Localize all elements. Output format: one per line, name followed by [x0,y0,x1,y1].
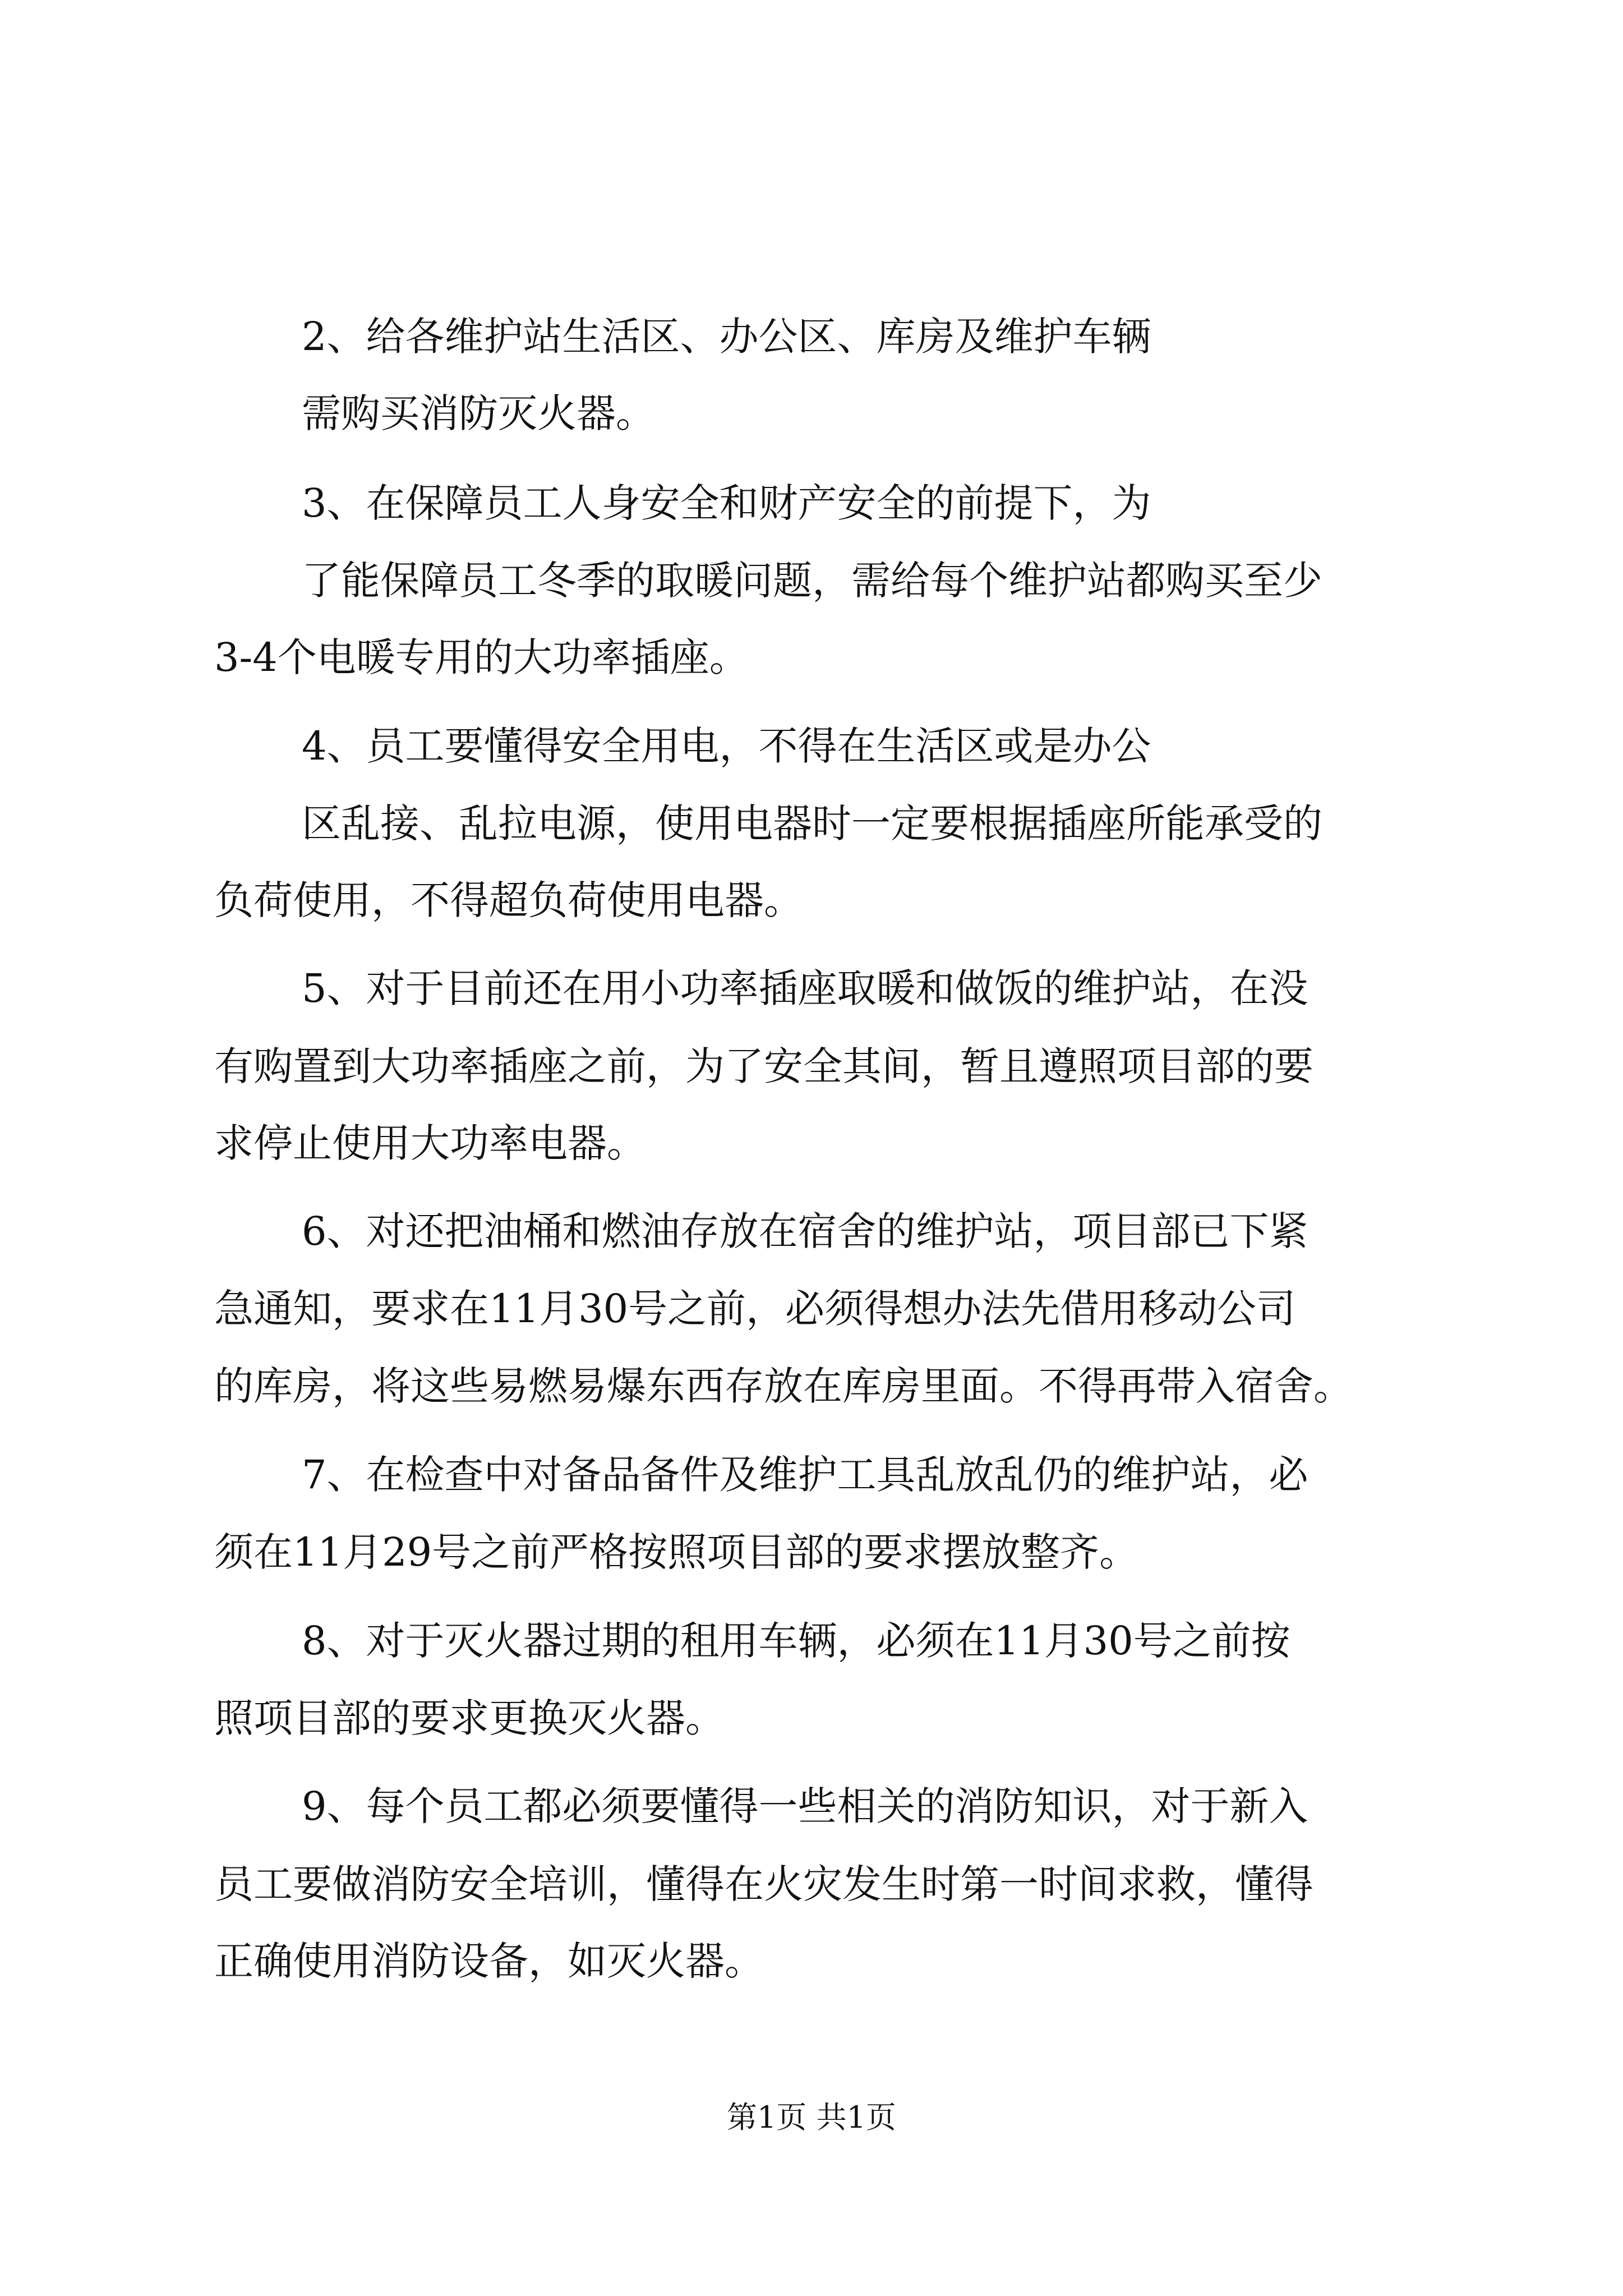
text-line: 的库房，将这些易燃易爆东西存放在库房里面。不得再带入宿舍。 [214,1363,1353,1409]
text-line: 照项目部的要求更换灭火器。 [214,1695,725,1741]
text-line: 7、在检查中对备品备件及维护工具乱放乱仍的维护站，必 [302,1452,1308,1498]
text-line: 了能保障员工冬季的取暖问题，需给每个维护站都购买至少 [302,558,1322,604]
text-line: 有购置到大功率插座之前，为了安全其间，暂且遵照项目部的要 [214,1043,1313,1089]
text-line: 求停止使用大功率电器。 [214,1120,646,1166]
text-line: 3-4个电暖专用的大功率插座。 [214,634,749,680]
text-line: 急通知，要求在11月30号之前，必须得想办法先借用移动公司 [214,1286,1296,1332]
text-line: 4、员工要懂得安全用电，不得在生活区或是办公 [302,723,1151,769]
text-line: 5、对于目前还在用小功率插座取暖和做饭的维护站，在没 [302,965,1308,1011]
text-line: 须在11月29号之前严格按照项目部的要求摆放整齐。 [214,1529,1139,1575]
text-line: 2、给各维护站生活区、办公区、库房及维护车辆 [302,314,1151,360]
page-number: 第1页 共1页 [727,2100,896,2135]
text-line: 正确使用消防设备，如灭火器。 [214,1938,764,1984]
text-line: 需购买消防灭火器。 [302,390,655,436]
text-line: 8、对于灭火器过期的租用车辆，必须在11月30号之前按 [302,1618,1290,1664]
text-line: 负荷使用，不得超负荷使用电器。 [214,877,803,923]
text-line: 员工要做消防安全培训，懂得在火灾发生时第一时间求救，懂得 [214,1861,1313,1907]
text-line: 区乱接、乱拉电源，使用电器时一定要根据插座所能承受的 [302,800,1322,846]
text-line: 6、对还把油桶和燃油存放在宿舍的维护站，项目部已下紧 [302,1208,1308,1254]
text-line: 3、在保障员工人身安全和财产安全的前提下，为 [302,480,1151,526]
text-line: 9、每个员工都必须要懂得一些相关的消防知识，对于新入 [302,1783,1308,1829]
